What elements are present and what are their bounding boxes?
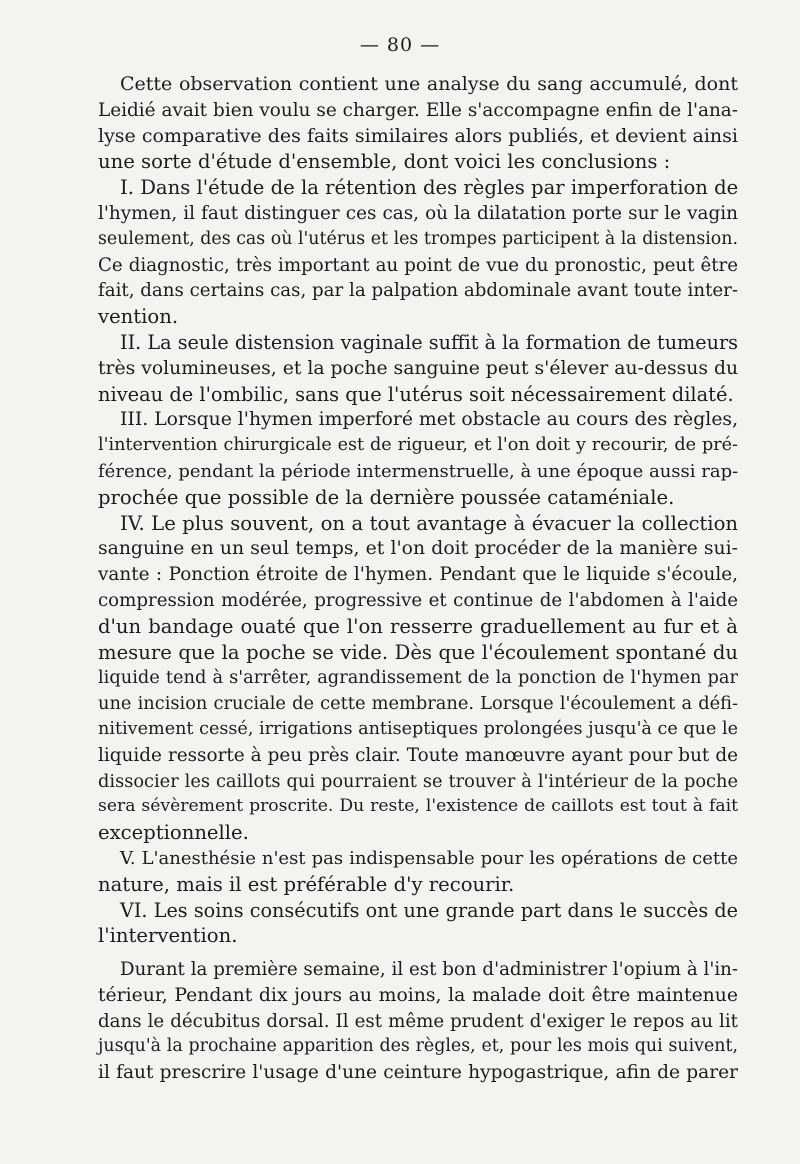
text-line: compression modérée, progressive et continue de l'abdomen à l'aide xyxy=(98,589,738,611)
text-line: sanguine en un seul temps, et l'on doit procéder de la manière sui- xyxy=(98,538,738,560)
text-line: sera sévèrement proscrite. Du reste, l'existence de caillots est tout à fait xyxy=(98,796,738,817)
text-line: prochée que possible de la dernière poussée cataméniale. xyxy=(98,485,675,509)
text-line: liquide ressorte à peu près clair. Toute manœuvre ayant pour but de xyxy=(98,744,738,766)
text-line: très volumineuses, et la poche sanguine peut s'élever au-dessus du xyxy=(98,357,739,379)
text-line: IV. Le plus souvent, on a tout avantage à évacuer la collection xyxy=(120,511,738,535)
text-line: vante : Ponction étroite de l'hymen. Pendant que le liquide s'écoule, xyxy=(98,564,738,586)
text-line: Leidié avait bien voulu se charger. Elle s'accompagne enfin de l'ana- xyxy=(98,99,738,121)
page-body xyxy=(98,72,738,1086)
text-line: l'hymen, il faut distinguer ces cas, où la dilatation porte sur le vagin xyxy=(98,202,738,224)
text-line: férence, pendant la période intermenstruelle, à une époque aussi rap- xyxy=(98,460,739,482)
text-line: l'intervention chirurgicale est de rigueur, et l'on doit y recourir, de pré- xyxy=(98,435,738,456)
text-line: il faut prescrire l'usage d'une ceinture hypogastrique, afin de parer xyxy=(98,1062,738,1084)
text-line: V. L'anesthésie n'est pas indispensable pour les opérations de cette xyxy=(120,847,738,869)
text-line: mesure que la poche se vide. Dès que l'écoulement spontané du xyxy=(98,640,738,664)
text-line: vention. xyxy=(98,305,179,329)
text-line: liquide tend à s'arrêter, agrandissement de la ponction de l'hymen par xyxy=(98,667,738,689)
text-line: seulement, des cas où l'utérus et les trompes participent à la distension. xyxy=(98,228,738,249)
text-line: Cette observation contient une analyse du sang accumulé, dont xyxy=(120,73,738,95)
text-line: Ce diagnostic, très important au point de vue du pronostic, peut être xyxy=(98,254,738,276)
text-line: II. La seule distension vaginale suffit à la formation de tumeurs xyxy=(120,330,738,354)
text-line: jusqu'à la prochaine apparition des règles, et, pour les mois qui suivent, xyxy=(98,1036,738,1057)
text-line: nature, mais il est préférable d'y recourir. xyxy=(98,872,515,896)
text-line: l'intervention. xyxy=(98,924,238,948)
text-line: III. Lorsque l'hymen imperforé met obstacle au cours des règles, xyxy=(120,409,739,431)
text-line: d'un bandage ouaté que l'on resserre graduellement au fur et à xyxy=(98,614,738,638)
text-line: exceptionnelle. xyxy=(98,821,249,845)
text-line: niveau de l'ombilic, sans que l'utérus soit nécessairement dilaté. xyxy=(98,382,734,406)
text-line: VI. Les soins consécutifs ont une grande part dans le succès de xyxy=(120,898,738,922)
text-line: lyse comparative des faits similaires alors publiés, et devient ainsi xyxy=(98,124,738,147)
text-line: térieur, Pendant dix jours au moins, la malade doit être maintenue xyxy=(98,984,738,1006)
text-line: une sorte d'étude d'ensemble, dont voici les conclusions : xyxy=(98,150,671,174)
text-line: une incision cruciale de cette membrane. Lorsque l'écoulement a défi- xyxy=(98,693,738,715)
text-line: fait, dans certains cas, par la palpation abdominale avant toute inter- xyxy=(98,280,738,302)
text-line: Durant la première semaine, il est bon d'administrer l'opium à l'in- xyxy=(120,959,738,981)
text-line: I. Dans l'étude de la rétention des règles par imperforation de xyxy=(120,176,739,200)
text-line: nitivement cessé, irrigations antiseptiques prolongées jusqu'à ce que le xyxy=(98,718,738,739)
text-line: dans le décubitus dorsal. Il est même prudent d'exiger le repos au lit xyxy=(98,1010,738,1032)
page-number: — 80 — xyxy=(359,34,441,56)
text-line: dissocier les caillots qui pourraient se trouver à l'intérieur de la poche xyxy=(98,770,738,792)
